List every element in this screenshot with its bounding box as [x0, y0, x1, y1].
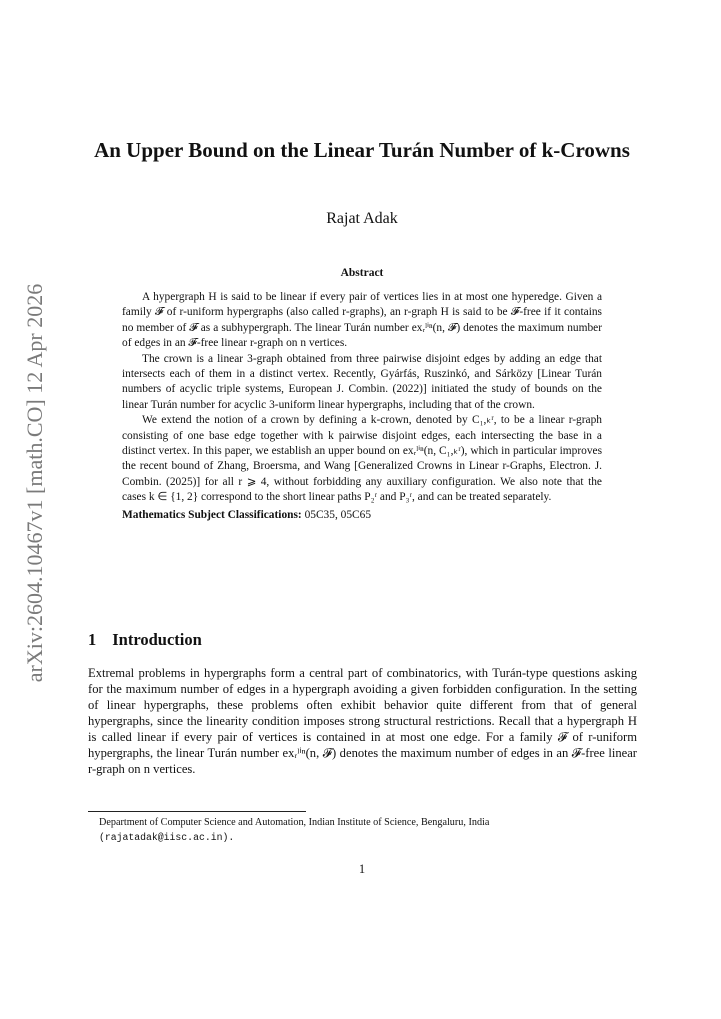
footnote-rule — [88, 811, 306, 812]
section-number: 1 — [88, 630, 97, 649]
msc-line — [122, 508, 602, 523]
section-title: Introduction — [112, 630, 202, 649]
author-footnote — [99, 815, 639, 845]
introduction-body — [88, 665, 637, 777]
arxiv-identifier: arXiv:2604.10467v1 [math.CO] 12 Apr 2026 — [22, 283, 47, 682]
paper-title: An Upper Bound on the Linear Turán Number of k-Crowns — [94, 138, 630, 162]
affiliation-text: Department of Computer Science and Automation, Indian Institute of Science, Bengaluru, India — [99, 817, 490, 828]
page-number: 1 — [358, 862, 366, 876]
paper-author: Rajat Adak — [326, 210, 398, 227]
abstract-paragraph: A hypergraph H is said to be linear if every pair of vertices lies in at most one hyperedge. Given a family 𝓕 of r-uniform hypergraphs (also called r-graphs), an r-graph H is said to be 𝓕-free if it contains no member of 𝓕 as a subhypergraph. The linear Turán number exᵣˡⁱⁿ(n, 𝓕) denotes the maximum number of edges in an 𝓕-free linear r-graph on n vertices. — [122, 291, 602, 350]
abstract-heading: Abstract — [340, 267, 384, 279]
msc-label: Mathematics Subject Classifications: — [122, 508, 302, 521]
msc-codes: 05C35, 05C65 — [304, 508, 372, 521]
introduction-paragraph: Extremal problems in hypergraphs form a central part of combinatorics, with Turán-type questions asking for the maximum number of edges in a hypergraph avoiding a given forbidden configuration. In the setting of linear hypergraphs, these problems often exhibit behavior quite different from that of general hypergraphs, since the linearity condition imposes strong structural restrictions. Recall that a hypergraph H is called linear if every pair of vertices is contained in at most one edge. For a family 𝓕 of r-uniform hypergraphs, the linear Turán number exᵣˡⁱⁿ(n, 𝓕) denotes the maximum number of edges in an 𝓕-free linear r-graph on n vertices. — [88, 666, 637, 776]
abstract-paragraph: We extend the notion of a crown by defining a k-crown, denoted by C₁,ₖʳ, to be a linear r-graph consisting of one base edge together with k pairwise disjoint edges, each intersecting the base in a distinct vertex. In this paper, we establish an upper bound on exᵣˡⁱⁿ(n, C₁,ₖʳ), which in particular improves the recent bound of Zhang, Broersma, and Wang [Generalized Crowns in Linear r-Graphs, Electron. J. Combin. (2025)] for all r ⩾ 4, without forbidding any auxiliary configuration. We also note that the cases k ∈ {1, 2} correspond to the short linear paths P₂ʳ and P₃ʳ, and can be treated separately. — [122, 414, 602, 504]
arxiv-sidebar-stamp — [20, 285, 50, 680]
author-email: (rajatadak@iisc.ac.in). — [99, 832, 235, 843]
abstract-body — [122, 290, 602, 523]
section-heading — [88, 630, 636, 650]
abstract-paragraph: The crown is a linear 3-graph obtained from three pairwise disjoint edges by adding an edge that intersects each of them in a distinct vertex. Recently, Gyárfás, Ruszinkó, and Sárközy [Linear Turán numbers of acyclic triple systems, European J. Combin. (2022)] initiated the study of bounds on the linear Turán number for acyclic 3-uniform linear hypergraphs, including that of the crown. — [122, 352, 602, 411]
